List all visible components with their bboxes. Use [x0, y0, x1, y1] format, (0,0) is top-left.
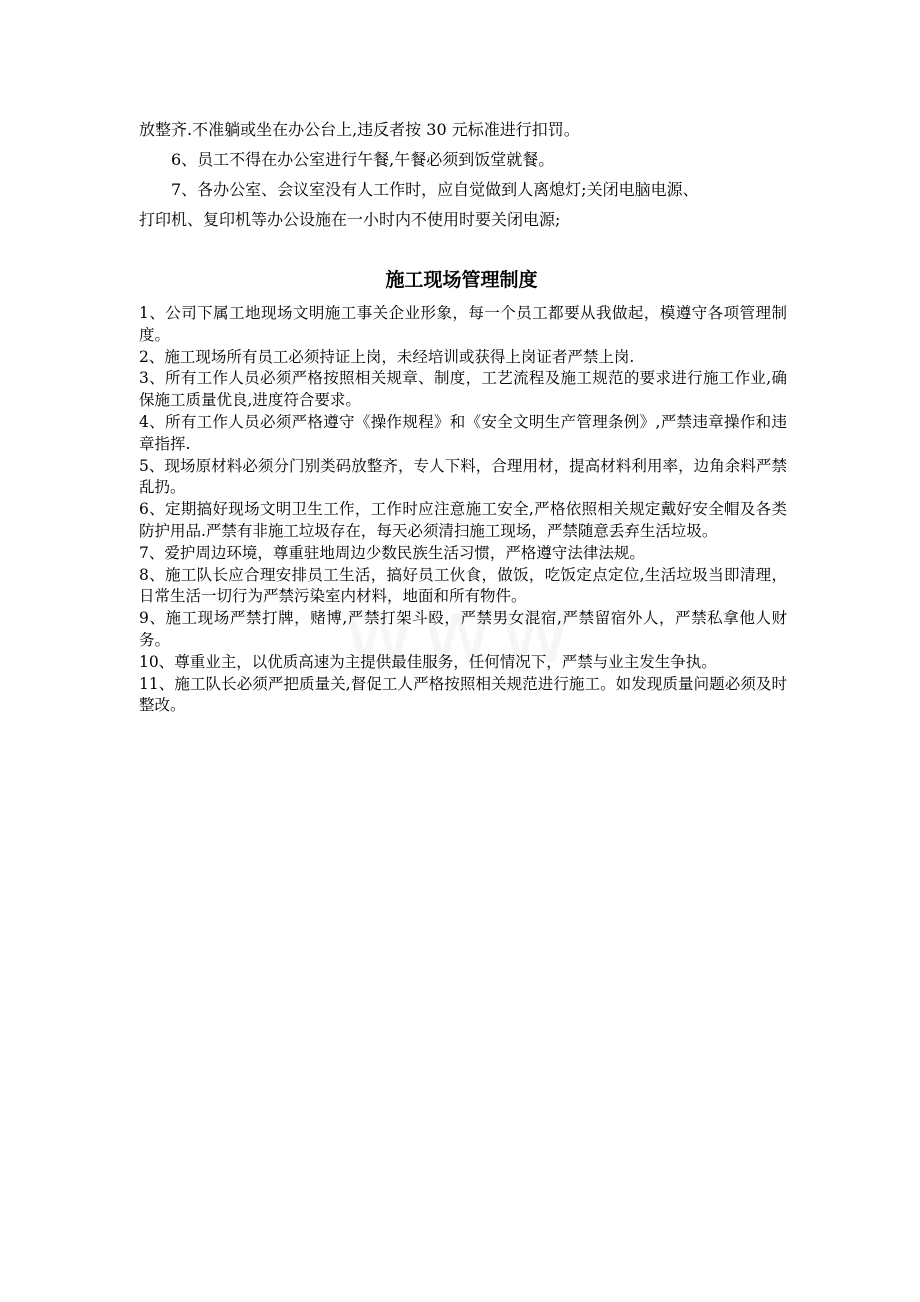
rules-list	[139, 303, 787, 717]
intro-rule-6: 6、员工不得在办公室进行午餐,午餐必须到饭堂就餐。	[171, 150, 555, 169]
rule-item: 8、施工队长应合理安排员工生活，搞好员工伙食，做饭，吃饭定点定位,生活垃圾当即清理，日常生活一切行为严禁污染室内材料，地面和所有物件。	[139, 565, 787, 606]
rule-item: 11、施工队长必须严把质量关,督促工人严格按照相关规范进行施工。如发现质量问题必须及时整改。	[139, 674, 787, 715]
intro-line: 放整齐.不准躺或坐在办公台上,违反者按 30 元标准进行扣罚。	[139, 120, 580, 139]
rule-item: 2、施工现场所有员工必须持证上岗，未经培训或获得上岗证者严禁上岗.	[139, 347, 635, 366]
intro-text	[139, 115, 784, 235]
rule-item: 3、所有工作人员必须严格按照相关规章、制度，工艺流程及施工规范的要求进行施工作业,确保施工质量优良,进度符合要求。	[139, 369, 787, 410]
rule-item: 6、定期搞好现场文明卫生工作，工作时应注意施工安全,严格依照相关规定戴好安全帽及各类防护用品.严禁有非施工垃圾存在，每天必须清扫施工现场，严禁随意丢弃生活垃圾。	[139, 500, 787, 540]
rule-item: 1、公司下属工地现场文明施工事关企业形象，每一个员工都要从我做起，模遵守各项管理制度。	[139, 304, 787, 344]
rule-item: 10、尊重业主，以优质高速为主提供最佳服务，任何情况下，严禁与业主发生争执。	[139, 652, 717, 671]
section-title: 施工现场管理制度	[385, 269, 538, 291]
intro-rule-7: 7、各办公室、会议室没有人工作时，应自觉做到人离熄灯;关闭电脑电源、	[171, 180, 699, 199]
rule-item: 9、施工现场严禁打牌，赌博,严禁打架斗殴，严禁男女混宿,严禁留宿外人，严禁私拿他人财务。	[139, 609, 787, 649]
rule-item: 7、爱护周边环境，尊重驻地周边少数民族生活习惯，严格遵守法律法规。	[139, 543, 645, 562]
rule-item: 4、所有工作人员必须严格遵守《操作规程》和《安全文明生产管理条例》,严禁违章操作和违章指挥.	[139, 412, 787, 453]
intro-rule-7-continued: 打印机、复印机等办公设施在一小时内不使用时要关闭电源;	[139, 210, 561, 229]
rule-item: 5、现场原材料必须分门别类码放整齐，专人下料，合理用材，提高材料利用率，边角余料严禁乱扔。	[139, 456, 787, 497]
